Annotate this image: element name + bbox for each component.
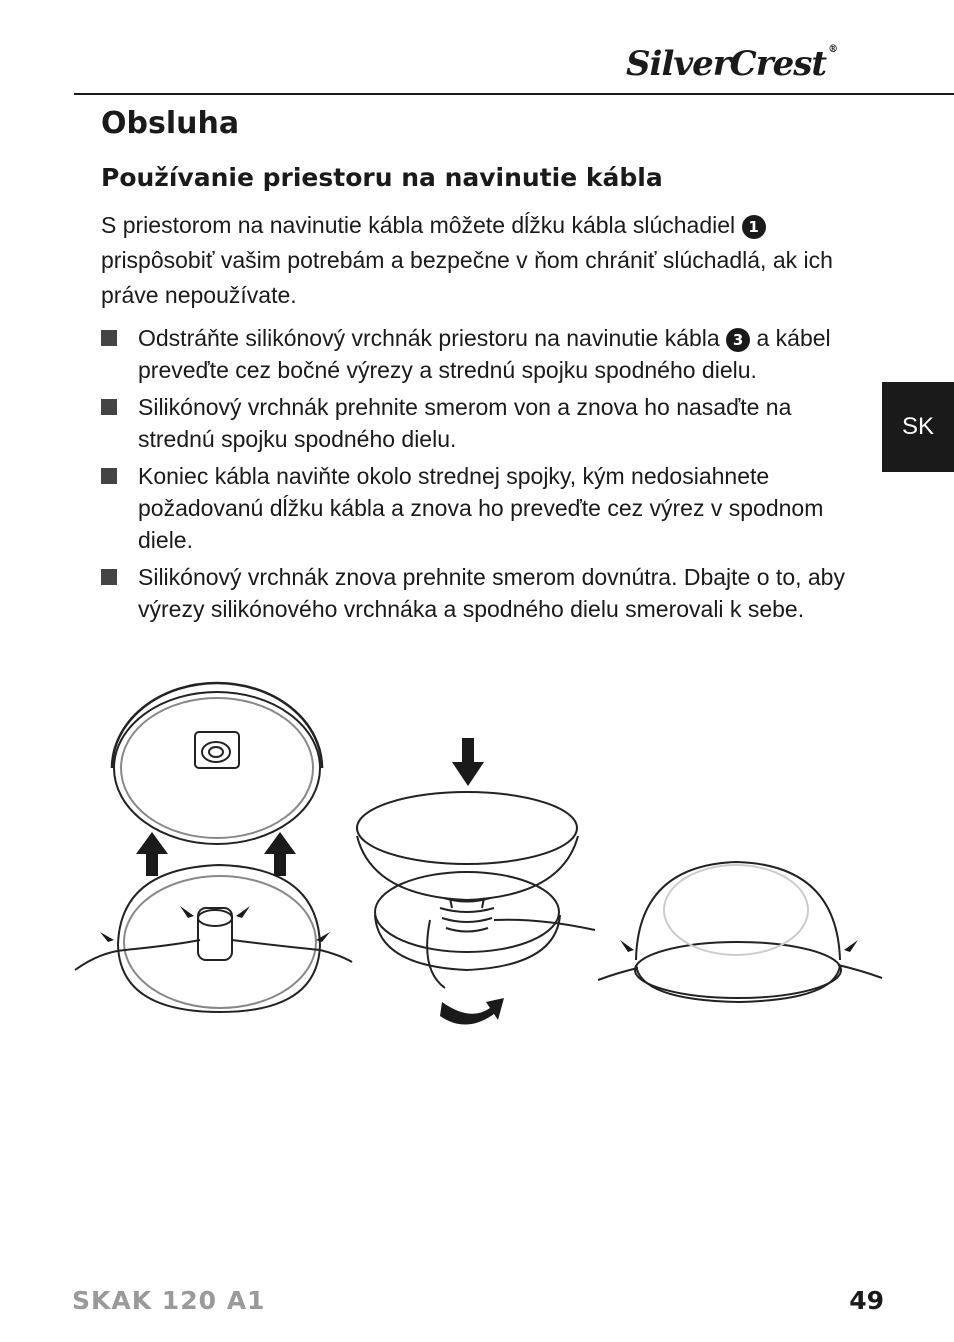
subsection-title: Používanie priestoru na navinutie kábla <box>101 163 663 192</box>
list-item: Odstráňte silikónový vrchnák priestoru na navinutie kábla 3 a kábel preveďte cez bočné výrezy a strednú spojku spodného dielu. <box>101 322 861 386</box>
small-arrow-icon <box>100 932 114 942</box>
silicone-lid-icon <box>112 683 322 844</box>
model-number: SKAK 120 A1 <box>72 1286 266 1315</box>
square-bullet-icon <box>101 468 117 484</box>
square-bullet-icon <box>101 399 117 415</box>
section-title: Obsluha <box>101 106 240 141</box>
arrow-up-icon <box>264 832 296 876</box>
intro-paragraph: S priestorom na navinutie kábla môžete dĺžku kábla slúchadiel 1 prispôsobiť vašim potrebám a bezpečne v ňom chrániť slúchadlá, ak ich práve nepoužívate. <box>101 212 833 308</box>
arrow-down-icon <box>452 738 484 786</box>
part-number-badge: 1 <box>742 215 766 239</box>
cable-winding-illustration <box>0 640 954 1060</box>
assembled-device-icon <box>598 862 882 1002</box>
part-number-badge: 3 <box>726 328 750 352</box>
list-item: Silikónový vrchnák prehnite smerom von a znova ho nasaďte na strednú spojku spodného dielu. <box>101 391 861 455</box>
list-item: Silikónový vrchnák znova prehnite smerom dovnútra. Dbajte o to, aby výrezy silikónového vrchnáka a spodného dielu smerovali k sebe. <box>101 561 861 625</box>
header-rule <box>74 93 954 95</box>
small-arrow-icon <box>236 906 250 918</box>
square-bullet-icon <box>101 569 117 585</box>
silvercrest-logo: SilverCrest ® <box>626 44 838 84</box>
arrow-up-icon <box>136 832 168 876</box>
base-with-cable-icon <box>75 865 352 1012</box>
rotate-arrow-icon <box>440 998 504 1025</box>
list-item: Koniec kábla naviňte okolo strednej spojky, kým nedosiahnete požadovanú dĺžku kábla a znova ho preveďte cez výrez v spodnom diele. <box>101 460 861 556</box>
square-bullet-icon <box>101 330 117 346</box>
small-arrow-icon <box>844 940 858 952</box>
language-tab: SK <box>882 382 954 472</box>
page-number: 49 <box>849 1286 884 1315</box>
small-arrow-icon <box>620 940 634 952</box>
instruction-list <box>101 322 861 630</box>
small-arrow-icon <box>180 906 194 918</box>
